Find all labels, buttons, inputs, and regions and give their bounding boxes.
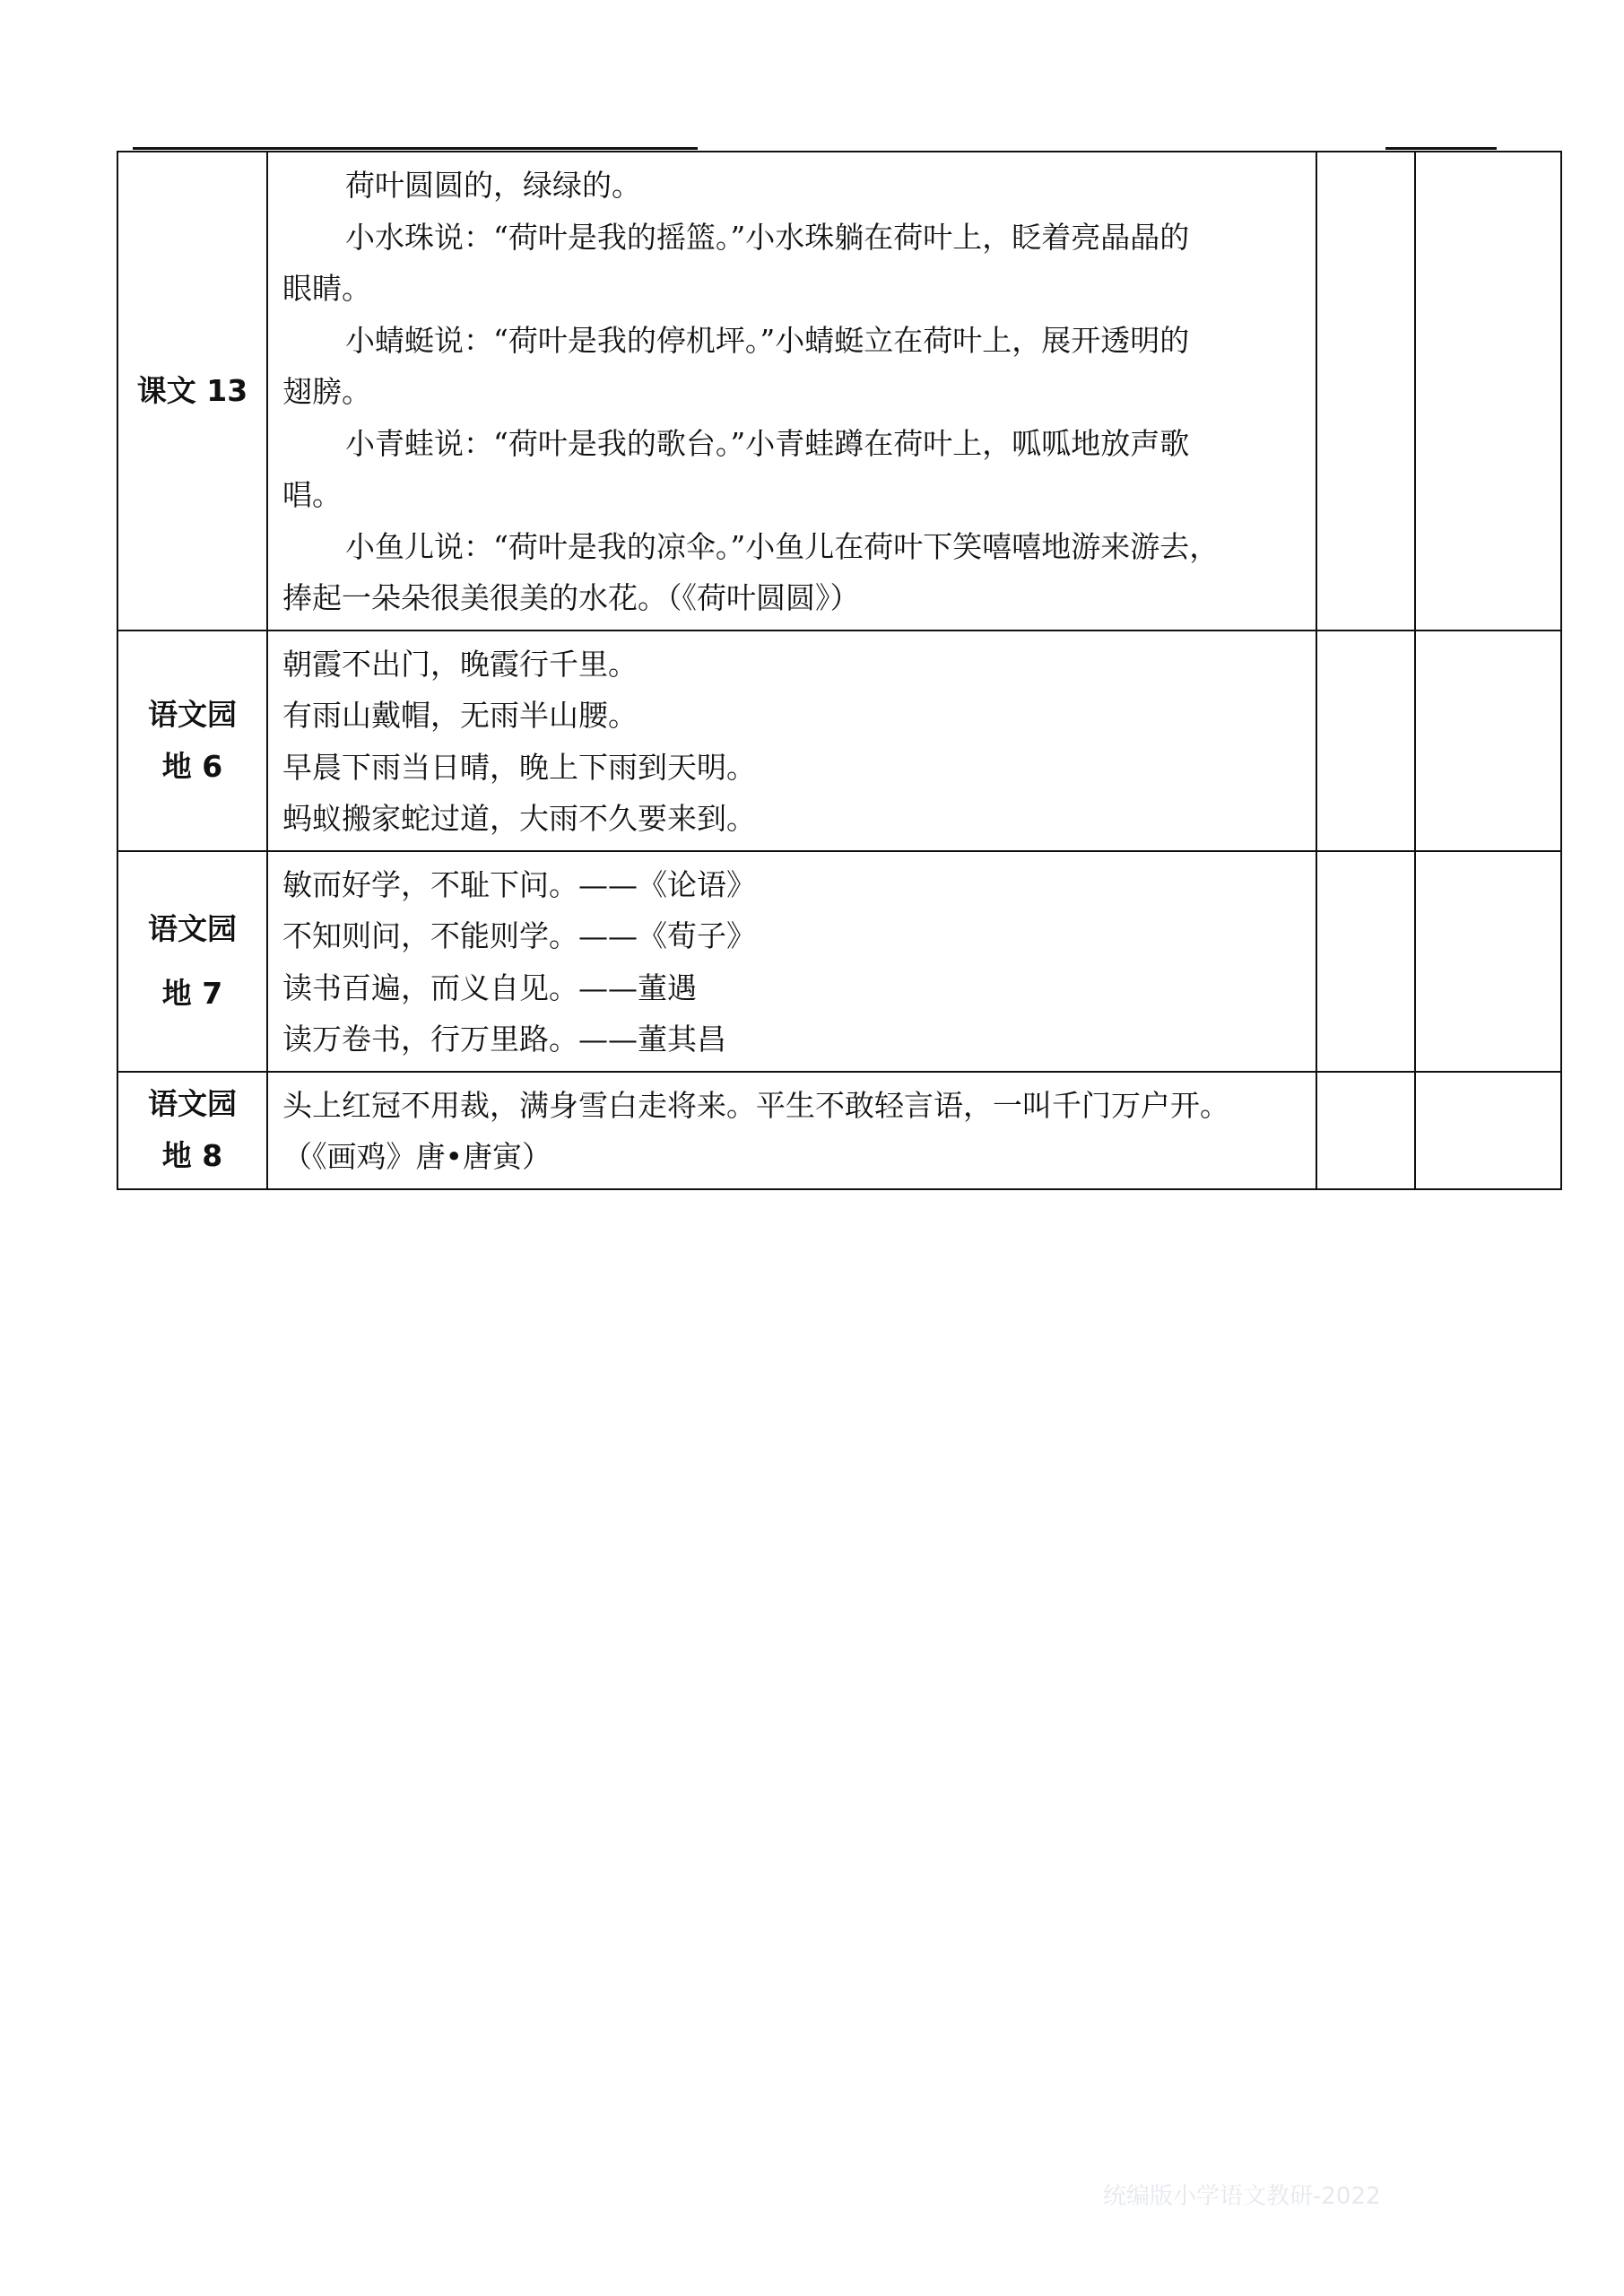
label-line: 语文园 xyxy=(148,910,237,946)
row-text-garden-8 xyxy=(267,1072,1316,1189)
text-line: 头上红冠不用裁，满身雪白走将来。平生不敢轻言语，一叫千门万户开。 xyxy=(282,1087,1229,1123)
blank-cell xyxy=(1415,152,1561,631)
top-rule-left xyxy=(133,147,698,150)
text-line: 蚂蚁搬家蛇过道，大雨不久要来到。 xyxy=(282,801,756,836)
text-line: 朝霞不出门，晚霞行千里。 xyxy=(282,646,638,682)
text-line: 眼睛。 xyxy=(282,271,371,306)
text-line: 读万卷书，行万里路。——董其昌 xyxy=(282,1022,726,1057)
row-label-garden-7 xyxy=(117,851,267,1072)
label-line: 地 6 xyxy=(161,748,223,784)
watermark-text: 统编版小学语文教研-2022 xyxy=(1103,2183,1381,2210)
row-text-lesson-13 xyxy=(267,152,1316,631)
label-line: 语文园 xyxy=(148,696,237,732)
blank-cell xyxy=(1316,631,1415,851)
label-line: 地 8 xyxy=(161,1138,223,1173)
text-line: 敏而好学，不耻下问。——《论语》 xyxy=(282,866,756,902)
text-line: 有雨山戴帽，无雨半山腰。 xyxy=(282,698,638,733)
blank-cell xyxy=(1316,1072,1415,1189)
text-line: 不知则问，不能则学。——《荀子》 xyxy=(282,918,756,953)
text-line: 小青蛙说：“荷叶是我的歌台。”小青蛙蹲在荷叶上，呱呱地放声歌 xyxy=(345,425,1190,461)
text-line: 早晨下雨当日晴，晚上下雨到天明。 xyxy=(282,749,756,785)
row-label-lesson-13: 课文 13 xyxy=(117,152,267,631)
blank-cell xyxy=(1316,152,1415,631)
row-text-garden-7 xyxy=(267,851,1316,1072)
blank-cell xyxy=(1415,631,1561,851)
text-line: 捧起一朵朵很美很美的水花。（《荷叶圆圆》） xyxy=(282,580,860,615)
text-line: 荷叶圆圆的，绿绿的。 xyxy=(345,168,641,203)
text-line: 读书百遍，而义自见。——董遇 xyxy=(282,970,697,1005)
row-label-garden-6 xyxy=(117,631,267,851)
text-line: 小蜻蜓说：“荷叶是我的停机坪。”小蜻蜓立在荷叶上，展开透明的 xyxy=(345,322,1190,358)
table-row xyxy=(117,1072,1561,1189)
table-row xyxy=(117,631,1561,851)
blank-cell xyxy=(1316,851,1415,1072)
row-text-garden-6 xyxy=(267,631,1316,851)
blank-cell xyxy=(1415,851,1561,1072)
top-rule-right xyxy=(1385,147,1497,150)
recitation-table xyxy=(117,151,1562,1190)
text-line: 小水珠说：“荷叶是我的摇篮。”小水珠躺在荷叶上，眨着亮晶晶的 xyxy=(345,219,1190,255)
text-line: （《画鸡》唐•唐寅） xyxy=(282,1139,551,1174)
table-row xyxy=(117,152,1561,631)
text-line: 小鱼儿说：“荷叶是我的凉伞。”小鱼儿在荷叶下笑嘻嘻地游来游去， xyxy=(345,528,1220,564)
table-row xyxy=(117,851,1561,1072)
label-line: 地 7 xyxy=(161,975,223,1011)
label-line: 语文园 xyxy=(148,1086,237,1121)
text-line: 翅膀。 xyxy=(282,374,371,409)
blank-cell xyxy=(1415,1072,1561,1189)
row-label-garden-8 xyxy=(117,1072,267,1189)
text-line: 唱。 xyxy=(282,477,342,512)
